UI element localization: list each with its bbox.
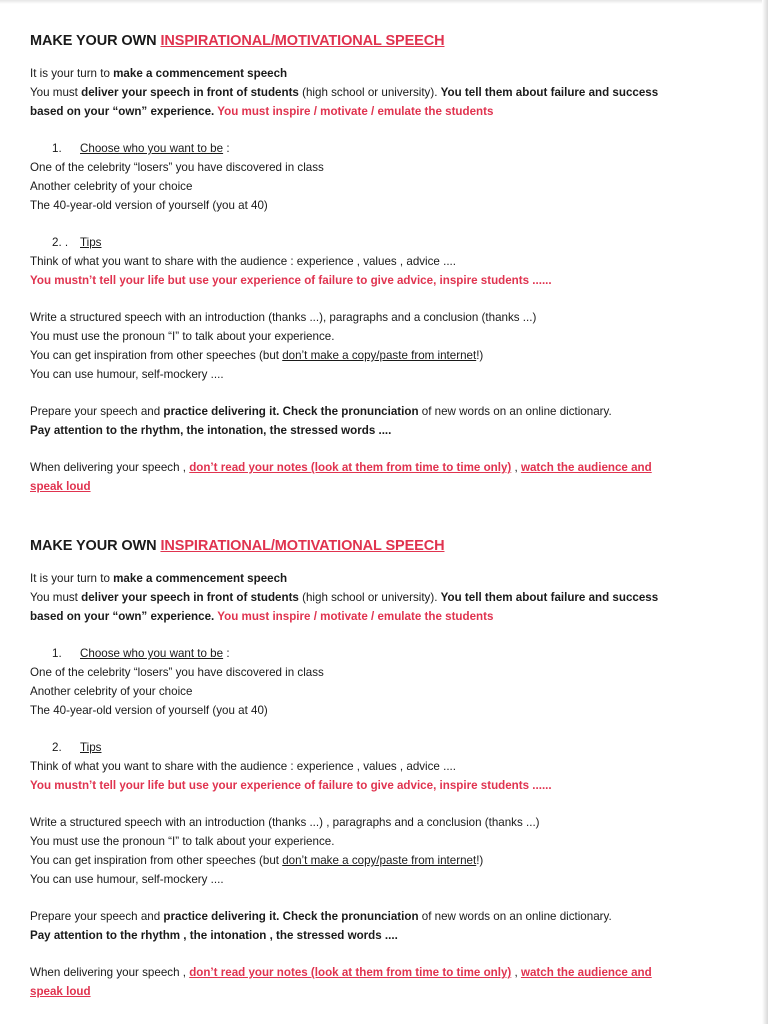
intro-bold: You tell them about failure and success [440, 86, 659, 99]
item-1-line: One of the celebrity “losers” you have discovered in class [30, 161, 324, 174]
item-heading-colon: : [223, 142, 230, 155]
delivery-red: watch the audience and [520, 461, 652, 474]
intro-bold: based on your “own” experience. [30, 610, 215, 623]
item-1-line: Another celebrity of your choice [30, 180, 193, 193]
practice-text: of new words on an online dictionary. [418, 405, 612, 418]
spacer [30, 720, 730, 738]
intro-line-1 [30, 569, 730, 588]
intro-bold: make a commencement speech [113, 67, 288, 80]
intro-text: You must [30, 86, 82, 99]
intro-text: You must [30, 591, 82, 604]
speech-assignment-section-1 [30, 30, 730, 496]
item-number: 1. [52, 142, 62, 155]
spacer [30, 384, 730, 402]
practice-text: Prepare your speech and [30, 910, 164, 923]
structure-text: You can get inspiration from other speeches (but [30, 349, 283, 362]
practice-bold: practice delivering it. Check the pronunciation [163, 405, 419, 418]
intro-bold: based on your “own” experience. [30, 105, 215, 118]
intro-bold: deliver your speech in front of students [81, 591, 299, 604]
scan-right-edge [762, 0, 768, 1024]
item-1-line: The 40-year-old version of yourself (you at 40) [30, 199, 268, 212]
structure-text: You can get inspiration from other speeches (but [30, 854, 283, 867]
spacer [30, 626, 730, 644]
structure-line [30, 346, 730, 365]
delivery-text: , [511, 461, 521, 474]
spacer [30, 945, 730, 963]
item-1-line: The 40-year-old version of yourself (you at 40) [30, 704, 268, 717]
item-1-heading [30, 139, 730, 158]
structure-line: You must use the pronoun “I” to talk about your experience. [30, 330, 335, 343]
tips-warning: You mustn’t tell your life but use your experience of failure to give advice, inspire students ...... [30, 274, 552, 287]
title-prefix: MAKE YOUR OWN [30, 33, 161, 49]
practice-text: Prepare your speech and [30, 405, 164, 418]
intro-red: You must inspire / motivate / emulate the students [214, 105, 494, 118]
spacer [30, 795, 730, 813]
item-1-heading [30, 644, 730, 663]
title-prefix: MAKE YOUR OWN [30, 538, 161, 554]
item-heading-colon: : [223, 647, 230, 660]
intro-text: (high school or university). [298, 86, 441, 99]
structure-underlined: don’t make a copy/paste from internet [282, 349, 477, 362]
intro-line-2 [30, 588, 730, 607]
structure-line: Write a structured speech with an introduction (thanks ...), paragraphs and a conclusion (thanks ...) [30, 311, 537, 324]
item-heading: Choose who you want to be [80, 142, 224, 155]
item-heading: Tips [80, 741, 102, 754]
spacer [30, 440, 730, 458]
section-title [30, 30, 730, 52]
intro-red: You must inspire / motivate / emulate the students [214, 610, 494, 623]
delivery-red: don’t read your notes (look at them from time to time only) [189, 461, 512, 474]
speech-assignment-section-2 [30, 535, 730, 1001]
item-heading: Tips [80, 236, 102, 249]
tips-line: Think of what you want to share with the audience : experience , values , advice .... [30, 760, 456, 773]
intro-text: It is your turn to [30, 572, 114, 585]
intro-text: It is your turn to [30, 67, 114, 80]
delivery-line-1 [30, 458, 730, 477]
item-heading: Choose who you want to be [80, 647, 224, 660]
intro-text: (high school or university). [298, 591, 441, 604]
delivery-text: When delivering your speech , [30, 966, 190, 979]
item-1-line: Another celebrity of your choice [30, 685, 193, 698]
structure-line [30, 851, 730, 870]
structure-line: Write a structured speech with an introduction (thanks ...) , paragraphs and a conclusion (thanks ...) [30, 816, 540, 829]
practice-line-2: Pay attention to the rhythm , the intonation , the stressed words .... [30, 929, 398, 942]
structure-underlined: don’t make a copy/paste from internet [282, 854, 477, 867]
structure-line: You can use humour, self-mockery .... [30, 873, 224, 886]
practice-text: of new words on an online dictionary. [418, 910, 612, 923]
structure-line: You must use the pronoun “I” to talk about your experience. [30, 835, 335, 848]
title-highlight: INSPIRATIONAL/MOTIVATIONAL SPEECH [160, 33, 445, 49]
tips-warning: You mustn’t tell your life but use your experience of failure to give advice, inspire students ...... [30, 779, 552, 792]
practice-line-1 [30, 907, 730, 926]
delivery-line-1 [30, 963, 730, 982]
item-number: 2. [52, 741, 62, 754]
item-number: 2. . [52, 236, 69, 249]
delivery-line-2: speak loud [30, 480, 91, 493]
intro-line-2 [30, 83, 730, 102]
delivery-text: When delivering your speech , [30, 461, 190, 474]
intro-line-1 [30, 64, 730, 83]
structure-text: !) [476, 349, 484, 362]
intro-bold: deliver your speech in front of students [81, 86, 299, 99]
practice-line-1 [30, 402, 730, 421]
intro-bold: You tell them about failure and success [440, 591, 659, 604]
item-2-heading [30, 738, 730, 757]
intro-line-3 [30, 607, 730, 626]
practice-line-2: Pay attention to the rhythm, the intonation, the stressed words .... [30, 424, 392, 437]
spacer [30, 889, 730, 907]
item-1-line: One of the celebrity “losers” you have discovered in class [30, 666, 324, 679]
structure-text: !) [476, 854, 484, 867]
structure-line: You can use humour, self-mockery .... [30, 368, 224, 381]
delivery-line-2: speak loud [30, 985, 91, 998]
section-title [30, 535, 730, 557]
intro-bold: make a commencement speech [113, 572, 288, 585]
title-highlight: INSPIRATIONAL/MOTIVATIONAL SPEECH [160, 538, 445, 554]
spacer [30, 290, 730, 308]
delivery-text: , [511, 966, 521, 979]
practice-bold: practice delivering it. Check the pronunciation [163, 910, 419, 923]
intro-line-3 [30, 102, 730, 121]
tips-line: Think of what you want to share with the audience : experience , values , advice .... [30, 255, 456, 268]
item-2-heading [30, 233, 730, 252]
spacer [30, 215, 730, 233]
scan-top-edge [0, 0, 768, 4]
delivery-red: don’t read your notes (look at them from time to time only) [189, 966, 512, 979]
spacer [30, 121, 730, 139]
delivery-red: watch the audience and [520, 966, 652, 979]
item-number: 1. [52, 647, 62, 660]
